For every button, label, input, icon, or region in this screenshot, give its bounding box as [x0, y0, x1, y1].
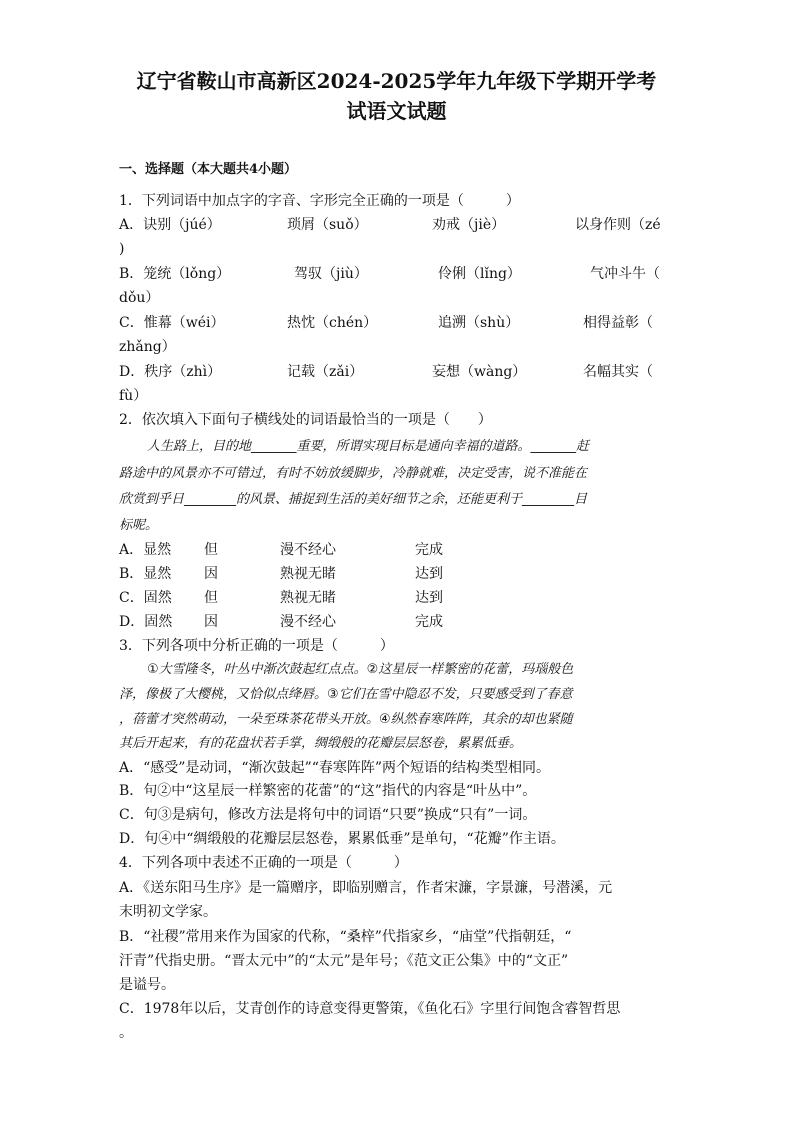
- q3-passage-line-4: 其后开起来，有的花盘状若手掌，绸缎般的花瓣层层怒卷，累累低垂。: [119, 736, 523, 751]
- q2-option-c-word-4: 达到: [415, 590, 443, 606]
- q1-option-b-wrap: dǒu）: [119, 290, 160, 306]
- q1-option-d-word-1: D．秩序（zhì）: [119, 364, 222, 380]
- q3-passage-line-1: ①大雪隆冬，叶丛中渐次鼓起红点点。②这星辰一样繁密的花蕾，玛瑙般色: [147, 662, 574, 677]
- q3-passage-line-2: 泽，像极了大樱桃，又恰似点绛唇。③它们在雪中隐忍不发，只要感受到了春意: [119, 687, 573, 702]
- q2-option-c-word-3: 熟视无睹: [280, 590, 336, 606]
- q2-option-d-word-4: 完成: [415, 614, 443, 630]
- q1-option-a-word-3: 劝戒（jiè）: [432, 217, 506, 233]
- q3-passage-line-3: ，蓓蕾才突然萌动，一朵至珠茶花带头开放。④纵然春寒阵阵，其余的却也紧随: [119, 712, 573, 727]
- q2-passage-line-4: 标呢。: [119, 518, 159, 533]
- q1-option-b-word-4: 气冲斗牛（: [590, 266, 660, 282]
- q1-option-b-word-1: B．笼统（lǒng）: [119, 266, 231, 282]
- q1-option-c-wrap: zhǎng）: [119, 339, 176, 355]
- q1-option-c-word-1: C．惟幕（wéi）: [119, 315, 225, 331]
- q1-option-d-word-2: 记载（zǎi）: [287, 364, 364, 380]
- question-4-stem: 4．下列各项中表述不正确的一项是（ ）: [119, 855, 408, 871]
- question-1-stem: 1．下列词语中加点字的字音、字形完全正确的一项是（ ）: [119, 193, 520, 209]
- q3-option-b: B．句②中“这星辰一样繁密的花蕾”的“这”指代的内容是“叶丛中”。: [119, 783, 537, 799]
- q4-option-a-line-2: 末明初文学家。: [119, 904, 217, 920]
- q4-option-b-line-3: 是谥号。: [119, 977, 175, 993]
- q2-passage-line-3: 欣赏到乎日________的风景、捕捉到生活的美好细节之余，还能更利于________目: [119, 492, 588, 507]
- q2-option-c-label: C．固然: [119, 590, 172, 606]
- q4-option-a-line-1: A．《送东阳马生序》是一篇赠序，即临别赠言，作者宋濂，字景濂，号潜溪，元: [119, 880, 613, 896]
- q4-option-b-line-1: B．“社稷”常用来作为国家的代称，“桑梓”代指家乡，“庙堂”代指朝廷，“: [119, 929, 572, 945]
- q1-option-b-word-3: 伶俐（lǐng）: [438, 266, 521, 282]
- q1-option-c-word-3: 追溯（shù）: [438, 315, 520, 331]
- q1-option-c-word-2: 热忱（chén）: [287, 315, 378, 331]
- q2-option-b-word-4: 达到: [415, 566, 443, 582]
- q2-option-d-label: D．固然: [119, 614, 173, 630]
- q2-passage-line-1: 人生路上，目的地_______重要，所谓实现目标是通向幸福的道路。_______赶: [147, 439, 590, 454]
- q4-option-c-line-2: 。: [119, 1025, 133, 1041]
- q4-option-b-line-2: 汗青”代指史册。“晋太元中”的“太元”是年号；《范文正公集》中的“文正”: [119, 953, 569, 969]
- q1-option-c-word-4: 相得益彰（: [583, 315, 653, 331]
- q2-option-b-word-2: 因: [204, 566, 218, 582]
- q2-option-a-word-4: 完成: [415, 542, 443, 558]
- q3-option-c: C．句③是病句，修改方法是将句中的词语“只要”换成“只有”一词。: [119, 807, 537, 823]
- q2-option-d-word-2: 因: [204, 614, 218, 630]
- q3-option-a: A．“感受”是动词，“渐次鼓起”“春寒阵阵”两个短语的结构类型相同。: [119, 760, 551, 776]
- q1-option-d-word-4: 名幅其实（: [583, 364, 653, 380]
- q2-option-c-word-2: 但: [204, 590, 218, 606]
- q1-option-d-word-3: 妄想（wàng）: [432, 364, 527, 380]
- q1-option-a-word-1: A．诀别（júé）: [119, 217, 221, 233]
- question-2-stem: 2．依次填入下面句子横线处的词语最恰当的一项是（ ）: [119, 412, 492, 428]
- q2-option-a-label: A．显然: [119, 542, 172, 558]
- exam-title-line-1: 辽宁省鞍山市高新区2024-2025学年九年级下学期开学考: [136, 69, 657, 93]
- q2-passage-line-2: 路途中的风景亦不可错过，有时不妨放缓脚步，冷静就难，决定受害，说不准能在: [119, 466, 588, 481]
- section-heading: 一、选择题（本大题共4小题）: [119, 162, 298, 177]
- q1-option-a-word-2: 琐屑（suǒ）: [287, 217, 368, 233]
- q1-option-a-wrap: ): [119, 241, 125, 257]
- q1-option-a-word-4: 以身作则（zé: [575, 217, 661, 233]
- q2-option-b-label: B．显然: [119, 566, 172, 582]
- q1-option-b-word-2: 驾驭（jiù）: [294, 266, 368, 282]
- question-3-stem: 3．下列各项中分析正确的一项是（ ）: [119, 638, 394, 654]
- exam-title-line-2: 试语文试题: [346, 99, 447, 123]
- q2-option-b-word-3: 熟视无睹: [280, 566, 336, 582]
- q4-option-c-line-1: C．1978年以后，艾青创作的诗意变得更警策，《鱼化石》字里行间饱含睿智哲思: [119, 1001, 621, 1017]
- q3-option-d: D．句④中“绸缎般的花瓣层层怒卷，累累低垂”是单句，“花瓣”作主语。: [119, 831, 565, 847]
- q2-option-a-word-2: 但: [204, 542, 218, 558]
- q1-option-d-wrap: fù）: [119, 388, 148, 404]
- q2-option-d-word-3: 漫不经心: [280, 614, 336, 630]
- q2-option-a-word-3: 漫不经心: [280, 542, 336, 558]
